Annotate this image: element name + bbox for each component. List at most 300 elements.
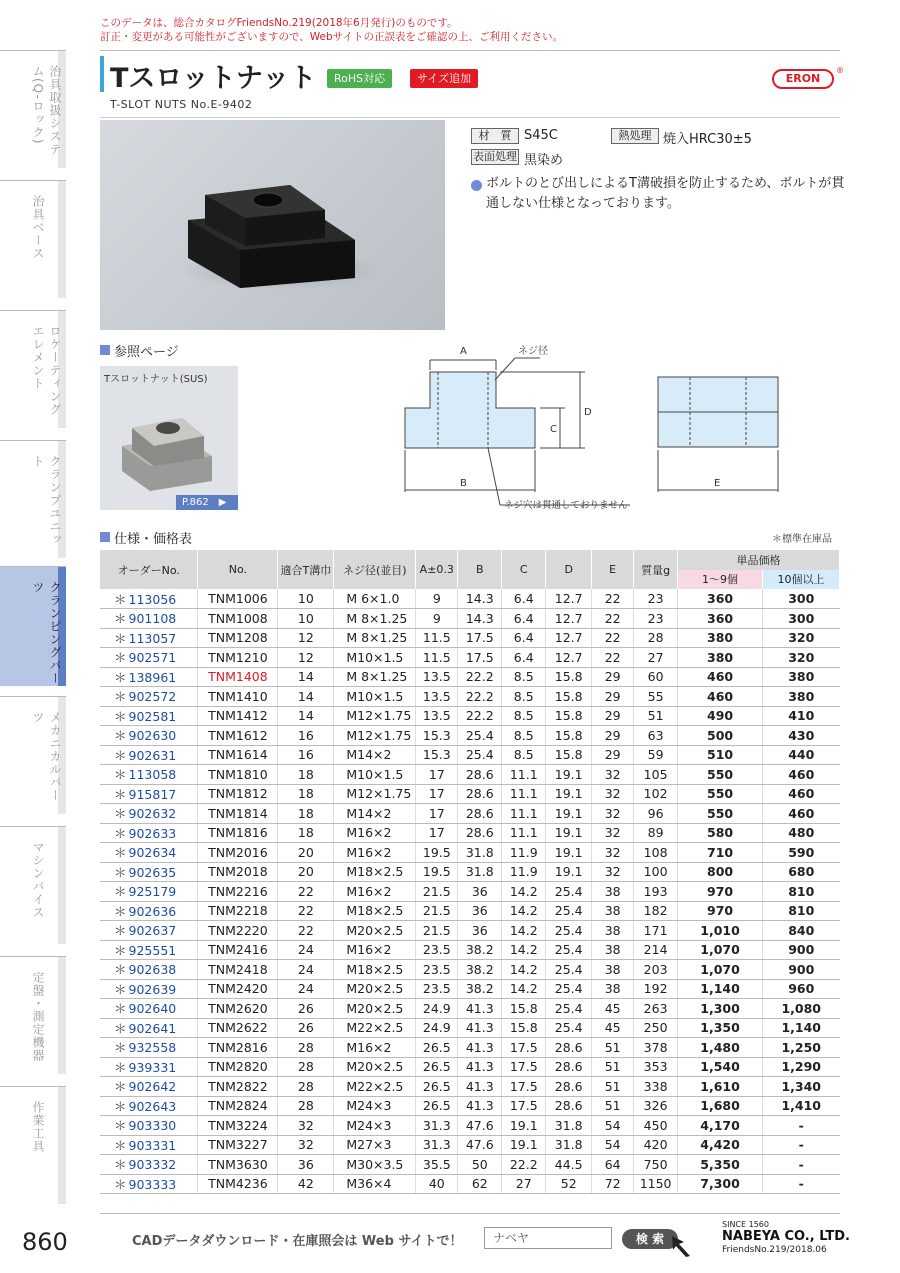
cell-screw: M10×1.5 xyxy=(334,765,416,785)
order-number[interactable]: 902637 xyxy=(128,923,177,939)
cell-b: 17.5 xyxy=(458,648,502,668)
cell-e: 38 xyxy=(592,882,634,902)
product-photo xyxy=(100,120,445,330)
sidebar-tab-surface-plate[interactable] xyxy=(0,956,66,1074)
cell-price1: 1,480 xyxy=(678,1038,763,1058)
cell-mass: 60 xyxy=(634,667,678,687)
table-row xyxy=(100,823,840,843)
cell-mass: 192 xyxy=(634,979,678,999)
cell-a: 11.5 xyxy=(416,628,458,648)
cell-e: 38 xyxy=(592,960,634,980)
cell-price10: 1,290 xyxy=(763,1057,840,1077)
order-number[interactable]: 902572 xyxy=(128,689,177,705)
cell-slot: 24 xyxy=(278,960,334,980)
eron-logo: ERON xyxy=(772,69,834,89)
cell-price10: 900 xyxy=(763,940,840,960)
cell-price1: 490 xyxy=(678,706,763,726)
cell-screw: M14×2 xyxy=(334,804,416,824)
cell-c: 11.1 xyxy=(502,823,546,843)
cell-price10: 810 xyxy=(763,901,840,921)
stock-asterisk: ＊ xyxy=(114,689,127,705)
cell-no: TNM4236 xyxy=(198,1174,278,1194)
stock-asterisk: ＊ xyxy=(114,981,127,997)
order-number[interactable]: 903330 xyxy=(128,1118,177,1134)
cell-a: 9 xyxy=(416,589,458,609)
sidebar-tab-label: マシンバイス xyxy=(31,841,45,919)
cell-order[interactable] xyxy=(100,1038,198,1058)
order-number[interactable]: 915817 xyxy=(128,786,177,802)
cell-slot: 18 xyxy=(278,765,334,785)
cell-d: 19.1 xyxy=(546,843,592,863)
order-number[interactable]: 902641 xyxy=(128,1020,177,1036)
spec-price-table xyxy=(100,550,840,1194)
cell-order[interactable] xyxy=(100,901,198,921)
table-row xyxy=(100,1096,840,1116)
cell-price10: - xyxy=(763,1135,840,1155)
cell-b: 28.6 xyxy=(458,784,502,804)
col-e: E xyxy=(592,550,634,589)
col-order-no: オーダーNo. xyxy=(100,550,198,589)
stock-asterisk: ＊ xyxy=(114,1059,127,1075)
order-number[interactable]: 902633 xyxy=(128,825,177,841)
stock-asterisk: ＊ xyxy=(114,825,127,841)
cell-slot: 22 xyxy=(278,901,334,921)
order-number[interactable]: 902632 xyxy=(128,806,177,822)
cell-e: 51 xyxy=(592,1077,634,1097)
header-divider xyxy=(100,50,840,51)
sidebar-tab-tools[interactable] xyxy=(0,1086,66,1204)
order-number[interactable]: 902643 xyxy=(128,1098,177,1114)
cell-no: TNM2018 xyxy=(198,862,278,882)
col-slot-width: 適合T溝巾 xyxy=(278,550,334,589)
sidebar-tab-label: クランピングパーツ xyxy=(31,581,62,685)
section-marker xyxy=(100,532,110,542)
cell-price1: 1,680 xyxy=(678,1096,763,1116)
cell-price10: 590 xyxy=(763,843,840,863)
cell-b: 22.2 xyxy=(458,706,502,726)
table-row xyxy=(100,960,840,980)
cell-a: 35.5 xyxy=(416,1155,458,1175)
cell-order[interactable] xyxy=(100,862,198,882)
cell-order[interactable] xyxy=(100,1116,198,1136)
cell-price1: 580 xyxy=(678,823,763,843)
cell-c: 15.8 xyxy=(502,1018,546,1038)
table-row xyxy=(100,1135,840,1155)
cell-b: 28.6 xyxy=(458,804,502,824)
cell-order[interactable] xyxy=(100,940,198,960)
dimension-drawing xyxy=(400,340,790,515)
cell-no: TNM2420 xyxy=(198,979,278,999)
cell-price1: 460 xyxy=(678,687,763,707)
order-number[interactable]: 903331 xyxy=(128,1137,177,1153)
stock-asterisk: ＊ xyxy=(114,806,127,822)
cell-order[interactable] xyxy=(100,1174,198,1194)
cell-order[interactable] xyxy=(100,804,198,824)
cell-screw: M10×1.5 xyxy=(334,687,416,707)
cell-order[interactable] xyxy=(100,609,198,629)
cell-mass: 105 xyxy=(634,765,678,785)
cell-mass: 193 xyxy=(634,882,678,902)
cell-slot: 18 xyxy=(278,823,334,843)
cell-order[interactable] xyxy=(100,745,198,765)
cell-e: 51 xyxy=(592,1096,634,1116)
cell-order[interactable] xyxy=(100,1135,198,1155)
cell-order[interactable] xyxy=(100,843,198,863)
cell-screw: M20×2.5 xyxy=(334,979,416,999)
cell-b: 22.2 xyxy=(458,687,502,707)
cell-d: 15.8 xyxy=(546,706,592,726)
order-number[interactable]: 902581 xyxy=(128,708,177,724)
table-row xyxy=(100,843,840,863)
cell-slot: 18 xyxy=(278,804,334,824)
cell-order[interactable] xyxy=(100,1018,198,1038)
cell-c: 8.5 xyxy=(502,667,546,687)
material-value: S45C xyxy=(524,128,558,143)
table-row xyxy=(100,901,840,921)
cell-b: 28.6 xyxy=(458,765,502,785)
cell-mass: 182 xyxy=(634,901,678,921)
dim-label-screw: ネジ径 xyxy=(518,346,548,357)
cell-b: 22.2 xyxy=(458,667,502,687)
cell-order[interactable] xyxy=(100,628,198,648)
cell-d: 12.7 xyxy=(546,609,592,629)
cell-price1: 800 xyxy=(678,862,763,882)
order-number[interactable]: 902635 xyxy=(128,864,177,880)
cell-no: TNM1412 xyxy=(198,706,278,726)
cell-e: 38 xyxy=(592,979,634,999)
surface-label: 表面処理 xyxy=(473,150,517,163)
cell-a: 40 xyxy=(416,1174,458,1194)
sidebar-tab-qlock[interactable] xyxy=(0,50,66,168)
order-number[interactable]: 925179 xyxy=(128,884,177,900)
cell-order[interactable] xyxy=(100,589,198,609)
cell-mass: 28 xyxy=(634,628,678,648)
sidebar-tab-vise[interactable] xyxy=(0,826,66,944)
col-price-10-plus: 10個以上 xyxy=(763,570,840,590)
brand-name: NABEYA CO., LTD. xyxy=(722,1229,850,1244)
cell-mass: 378 xyxy=(634,1038,678,1058)
order-number[interactable]: 113058 xyxy=(128,767,177,783)
cell-d: 25.4 xyxy=(546,979,592,999)
order-number[interactable]: 902639 xyxy=(128,981,177,997)
table-row xyxy=(100,726,840,746)
cell-price1: 1,300 xyxy=(678,999,763,1019)
cell-mass: 100 xyxy=(634,862,678,882)
heat-treatment-label: 熱処理 xyxy=(611,128,659,144)
cell-order[interactable] xyxy=(100,706,198,726)
order-number[interactable]: 902642 xyxy=(128,1079,177,1095)
rohs-badge: RoHS対応 xyxy=(327,69,392,88)
table-row xyxy=(100,1155,840,1175)
cell-b: 25.4 xyxy=(458,745,502,765)
size-added-badge: サイズ追加 xyxy=(410,69,478,88)
cell-price1: 4,420 xyxy=(678,1135,763,1155)
cell-d: 15.8 xyxy=(546,745,592,765)
cell-order[interactable] xyxy=(100,1077,198,1097)
cell-price1: 360 xyxy=(678,589,763,609)
order-number[interactable]: 138961 xyxy=(128,669,177,685)
cell-e: 45 xyxy=(592,1018,634,1038)
cell-order[interactable] xyxy=(100,648,198,668)
cell-d: 28.6 xyxy=(546,1077,592,1097)
cell-no: TNM2824 xyxy=(198,1096,278,1116)
table-row xyxy=(100,979,840,999)
cell-mass: 27 xyxy=(634,648,678,668)
cell-price10: 840 xyxy=(763,921,840,941)
search-input[interactable]: ナベヤ xyxy=(484,1227,612,1249)
cell-no: TNM3630 xyxy=(198,1155,278,1175)
cell-d: 19.1 xyxy=(546,804,592,824)
cell-price1: 1,070 xyxy=(678,940,763,960)
cell-b: 25.4 xyxy=(458,726,502,746)
cell-no: TNM2216 xyxy=(198,882,278,902)
dim-label-b: B xyxy=(460,478,467,489)
order-number[interactable]: 901108 xyxy=(128,611,177,627)
col-no: No. xyxy=(198,550,278,589)
cell-a: 17 xyxy=(416,784,458,804)
cell-e: 38 xyxy=(592,901,634,921)
cell-price10: 680 xyxy=(763,862,840,882)
cell-no: TNM1210 xyxy=(198,648,278,668)
order-number[interactable]: 932558 xyxy=(128,1040,177,1056)
cell-mass: 59 xyxy=(634,745,678,765)
cell-price1: 710 xyxy=(678,843,763,863)
cell-price1: 500 xyxy=(678,726,763,746)
cell-order[interactable] xyxy=(100,667,198,687)
order-number[interactable]: 903333 xyxy=(128,1176,177,1192)
cell-d: 19.1 xyxy=(546,765,592,785)
cell-a: 24.9 xyxy=(416,1018,458,1038)
order-number[interactable]: 925551 xyxy=(128,942,177,958)
order-number[interactable]: 903332 xyxy=(128,1157,177,1173)
table-row xyxy=(100,862,840,882)
sidebar-tab-label: 治具ベース xyxy=(31,195,45,260)
stock-asterisk: ＊ xyxy=(114,708,127,724)
cell-d: 19.1 xyxy=(546,823,592,843)
cell-order[interactable] xyxy=(100,765,198,785)
order-number[interactable]: 939331 xyxy=(128,1059,177,1075)
cell-b: 41.3 xyxy=(458,1018,502,1038)
cell-no: TNM2218 xyxy=(198,901,278,921)
cell-screw: M18×2.5 xyxy=(334,862,416,882)
cell-order[interactable] xyxy=(100,784,198,804)
stock-asterisk: ＊ xyxy=(114,1176,127,1192)
table-row xyxy=(100,589,840,609)
cell-slot: 26 xyxy=(278,1018,334,1038)
sidebar-tab-locating[interactable] xyxy=(0,310,66,428)
cell-d: 19.1 xyxy=(546,784,592,804)
cell-d: 12.7 xyxy=(546,648,592,668)
cell-no: TNM1614 xyxy=(198,745,278,765)
brand-since: SINCE 1560 xyxy=(722,1220,769,1229)
cell-mass: 23 xyxy=(634,609,678,629)
table-body xyxy=(100,589,840,1194)
cell-order[interactable] xyxy=(100,960,198,980)
cell-price10: 460 xyxy=(763,784,840,804)
cell-mass: 63 xyxy=(634,726,678,746)
cell-d: 25.4 xyxy=(546,960,592,980)
order-number[interactable]: 902636 xyxy=(128,903,177,919)
cell-c: 8.5 xyxy=(502,706,546,726)
cell-no: TNM2822 xyxy=(198,1077,278,1097)
cell-mass: 1150 xyxy=(634,1174,678,1194)
cell-price10: 300 xyxy=(763,609,840,629)
cell-screw: M 8×1.25 xyxy=(334,667,416,687)
table-row xyxy=(100,921,840,941)
cell-slot: 24 xyxy=(278,940,334,960)
table-row xyxy=(100,1077,840,1097)
cell-mass: 250 xyxy=(634,1018,678,1038)
cell-c: 14.2 xyxy=(502,960,546,980)
cell-order[interactable] xyxy=(100,1057,198,1077)
dim-label-e: E xyxy=(714,478,721,489)
order-number[interactable]: 902571 xyxy=(128,650,177,666)
cell-b: 17.5 xyxy=(458,628,502,648)
cell-price10: 430 xyxy=(763,726,840,746)
notice-line-1: このデータは、総合カタログFriendsNo.219(2018年6月発行)のものです。 xyxy=(100,17,458,29)
cell-a: 26.5 xyxy=(416,1077,458,1097)
cell-slot: 32 xyxy=(278,1116,334,1136)
order-number[interactable]: 902640 xyxy=(128,1001,177,1017)
cell-order[interactable] xyxy=(100,726,198,746)
sidebar-tab-label: 定盤・測定機器 xyxy=(31,971,45,1062)
cell-a: 17 xyxy=(416,804,458,824)
cell-c: 14.2 xyxy=(502,940,546,960)
sidebar-tab-clamping-parts[interactable] xyxy=(0,566,66,686)
cell-c: 27 xyxy=(502,1174,546,1194)
col-price-1-9: 1～9個 xyxy=(678,570,763,590)
cell-a: 23.5 xyxy=(416,940,458,960)
sidebar-tab-mechanical[interactable] xyxy=(0,696,66,814)
cell-price1: 1,350 xyxy=(678,1018,763,1038)
cell-b: 36 xyxy=(458,901,502,921)
order-number[interactable]: 113056 xyxy=(128,591,177,607)
sidebar-tab-label: ロケーティングエレメント xyxy=(31,325,62,416)
cell-a: 15.3 xyxy=(416,745,458,765)
cell-no: TNM2622 xyxy=(198,1018,278,1038)
stock-note: ＊標準在庫品 xyxy=(772,534,832,545)
cell-b: 41.3 xyxy=(458,1038,502,1058)
cell-d: 15.8 xyxy=(546,667,592,687)
cell-e: 38 xyxy=(592,940,634,960)
cell-screw: M 8×1.25 xyxy=(334,628,416,648)
cell-price1: 380 xyxy=(678,628,763,648)
cell-e: 51 xyxy=(592,1038,634,1058)
cell-screw: M20×2.5 xyxy=(334,1057,416,1077)
cell-price10: 1,340 xyxy=(763,1077,840,1097)
cell-order[interactable] xyxy=(100,823,198,843)
cell-order[interactable] xyxy=(100,687,198,707)
cell-order[interactable] xyxy=(100,1096,198,1116)
cell-mass: 203 xyxy=(634,960,678,980)
stock-asterisk: ＊ xyxy=(114,923,127,939)
cell-d: 44.5 xyxy=(546,1155,592,1175)
cell-price1: 380 xyxy=(678,648,763,668)
cell-no: TNM2016 xyxy=(198,843,278,863)
cell-price1: 360 xyxy=(678,609,763,629)
stock-asterisk: ＊ xyxy=(114,1079,127,1095)
cell-d: 52 xyxy=(546,1174,592,1194)
cell-screw: M14×2 xyxy=(334,745,416,765)
cell-e: 32 xyxy=(592,804,634,824)
cell-price10: 460 xyxy=(763,765,840,785)
stock-asterisk: ＊ xyxy=(114,1001,127,1017)
col-a: A±0.3 xyxy=(416,550,458,589)
cell-order[interactable] xyxy=(100,979,198,999)
cell-price1: 970 xyxy=(678,901,763,921)
cell-c: 14.2 xyxy=(502,979,546,999)
cell-c: 11.1 xyxy=(502,765,546,785)
cell-b: 36 xyxy=(458,921,502,941)
table-row xyxy=(100,940,840,960)
stock-asterisk: ＊ xyxy=(114,728,127,744)
sidebar-tab-jig-base[interactable] xyxy=(0,180,66,298)
cell-price1: 970 xyxy=(678,882,763,902)
search-button[interactable]: 検 索 xyxy=(622,1229,678,1249)
cell-order[interactable] xyxy=(100,882,198,902)
cell-a: 31.3 xyxy=(416,1116,458,1136)
order-number[interactable]: 902638 xyxy=(128,962,177,978)
stock-asterisk: ＊ xyxy=(114,903,127,919)
cell-a: 19.5 xyxy=(416,862,458,882)
sidebar-tab-clamp-unit[interactable] xyxy=(0,440,66,558)
cell-d: 28.6 xyxy=(546,1096,592,1116)
cell-slot: 36 xyxy=(278,1155,334,1175)
cell-b: 41.3 xyxy=(458,999,502,1019)
order-number[interactable]: 902631 xyxy=(128,747,177,763)
cell-no: TNM2418 xyxy=(198,960,278,980)
cell-screw: M 8×1.25 xyxy=(334,609,416,629)
col-unit-price: 単品価格 xyxy=(678,550,840,570)
cell-screw: M22×2.5 xyxy=(334,1077,416,1097)
cell-price1: 5,350 xyxy=(678,1155,763,1175)
cell-slot: 12 xyxy=(278,648,334,668)
cell-b: 38.2 xyxy=(458,979,502,999)
cell-c: 14.2 xyxy=(502,921,546,941)
stock-asterisk: ＊ xyxy=(114,1157,127,1173)
cell-price10: 440 xyxy=(763,745,840,765)
cell-e: 32 xyxy=(592,862,634,882)
cell-slot: 32 xyxy=(278,1135,334,1155)
reference-card[interactable] xyxy=(100,366,238,510)
order-number[interactable]: 113057 xyxy=(128,630,177,646)
reference-page-link[interactable]: P.862 ▶ xyxy=(176,495,238,510)
cell-a: 23.5 xyxy=(416,979,458,999)
cell-e: 72 xyxy=(592,1174,634,1194)
cell-mass: 51 xyxy=(634,706,678,726)
cell-slot: 20 xyxy=(278,862,334,882)
cell-order[interactable] xyxy=(100,999,198,1019)
cell-order[interactable] xyxy=(100,921,198,941)
cell-b: 38.2 xyxy=(458,960,502,980)
stock-asterisk: ＊ xyxy=(114,611,127,627)
cell-c: 11.1 xyxy=(502,804,546,824)
cell-price10: 380 xyxy=(763,667,840,687)
cell-slot: 24 xyxy=(278,979,334,999)
cell-order[interactable] xyxy=(100,1155,198,1175)
cell-mass: 214 xyxy=(634,940,678,960)
cell-screw: M27×3 xyxy=(334,1135,416,1155)
order-number[interactable]: 902630 xyxy=(128,728,177,744)
col-mass: 質量g xyxy=(634,550,678,589)
cell-e: 64 xyxy=(592,1155,634,1175)
reference-card-label: Tスロットナット(SUS) xyxy=(104,374,208,385)
cell-slot: 28 xyxy=(278,1077,334,1097)
cell-a: 19.5 xyxy=(416,843,458,863)
order-number[interactable]: 902634 xyxy=(128,845,177,861)
spec-note: ボルトのとび出しによるT溝破損を防止するため、ボルトが貫通しない仕様となっております。 xyxy=(486,176,845,211)
cell-price1: 550 xyxy=(678,784,763,804)
